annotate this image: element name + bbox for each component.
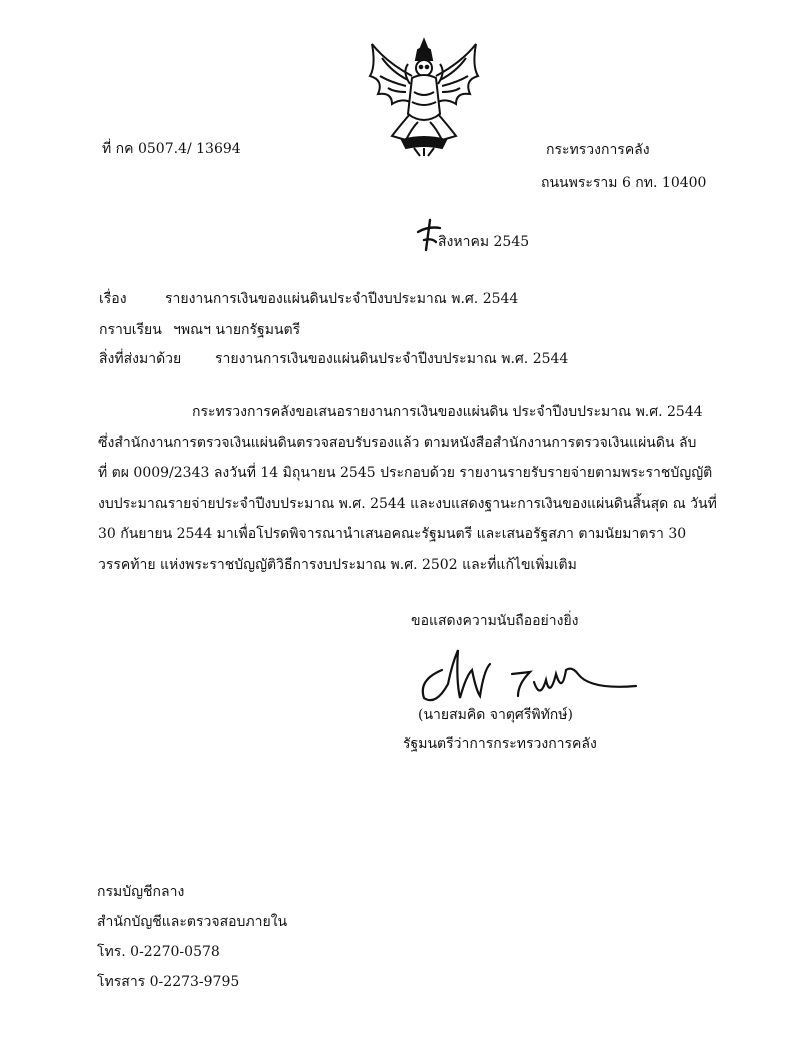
body-line: งบประมาณรายจ่ายประจำปีงบประมาณ พ.ศ. 2544 และงบแสดงฐานะการเงินของแผ่นดินสิ้นสุด ณ วันที่ [98, 495, 717, 512]
enclosure-row [99, 348, 569, 370]
garuda-emblem-icon [362, 36, 486, 158]
body-line: 30 กันยายน 2544 มาเพื่อโปรดพิจารณานำเสนอคณะรัฐมนตรี และเสนอรัฐสภา ตามนัยมาตรา 30 [98, 526, 687, 542]
body-line: กระทรวงการคลังขอเสนอรายงานการเงินของแผ่นดิน ประจำปีงบประมาณ พ.ศ. 2544 [192, 404, 703, 420]
date-text: สิงหาคม 2545 [438, 234, 530, 250]
reference-number: ที่ กค 0507.4/ 13694 [102, 141, 241, 157]
body-line: ซึ่งสำนักงานการตรวจเงินแผ่นดินตรวจสอบรับรองแล้ว ตามหนังสือสำนักงานการตรวจเงินแผ่นดิน ลับ [98, 434, 697, 451]
subject-value: รายงานการเงินของแผ่นดินประจำปีงบประมาณ พ.ศ. 2544 [165, 291, 519, 307]
body-line: วรรคท้าย แห่งพระราชบัญญัติวิธีการงบประมาณ พ.ศ. 2502 และที่แก้ไขเพิ่มเติม [98, 556, 577, 573]
closing-salutation: ขอแสดงความนับถืออย่างยิ่ง [411, 613, 579, 629]
footer-office: สำนักบัญชีและตรวจสอบภายใน [97, 914, 288, 930]
addressee-row [99, 319, 301, 341]
signer-name: (นายสมคิด จาตุศรีพิทักษ์) [418, 707, 573, 723]
footer-fax: โทรสาร 0-2273-9795 [97, 974, 240, 990]
handwritten-signature-icon [414, 640, 640, 710]
addressee-label: กราบเรียน [99, 322, 162, 338]
enclosure-label: สิ่งที่ส่งมาด้วย [99, 351, 182, 367]
footer-phone: โทร. 0-2270-0578 [97, 944, 220, 960]
addressee-value: ฯพณฯ นายกรัฐมนตรี [173, 322, 301, 338]
letter-body [98, 397, 732, 580]
ministry-name: กระทรวงการคลัง [546, 142, 650, 158]
subject-row [99, 288, 519, 310]
ministry-address: ถนนพระราม 6 กท. 10400 [541, 175, 707, 191]
subject-label: เรื่อง [99, 291, 127, 307]
signer-title: รัฐมนตรีว่าการกระทรวงการคลัง [403, 736, 597, 752]
enclosure-value: รายงานการเงินของแผ่นดินประจำปีงบประมาณ พ.ศ. 2544 [215, 351, 569, 367]
footer-department: กรมบัญชีกลาง [97, 884, 185, 900]
body-line: ที่ ตผ 0009/2343 ลงวันที่ 14 มิถุนายน 2545 ประกอบด้วย รายงานรายรับรายจ่ายตามพระราชบัญญัติ [98, 465, 713, 481]
